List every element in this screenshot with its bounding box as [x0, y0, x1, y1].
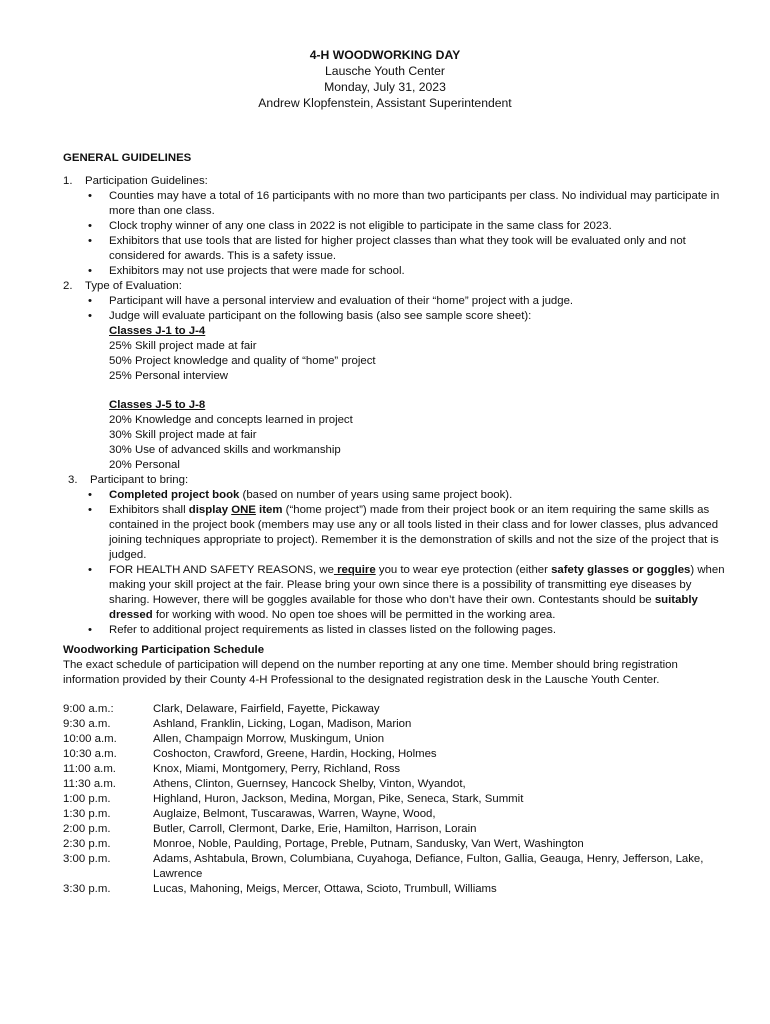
text: Exhibitors shall [109, 504, 189, 516]
schedule-time: 10:30 a.m. [63, 748, 117, 760]
schedule-time: 11:30 a.m. [63, 778, 116, 790]
score-line: 25% Personal interview [109, 370, 229, 382]
general-guidelines-heading: GENERAL GUIDELINES [63, 152, 192, 164]
list-item [63, 488, 731, 503]
schedule-counties: Clark, Delaware, Fairfield, Fayette, Pickaway [153, 703, 380, 715]
score-line: 20% Personal [109, 459, 180, 471]
schedule-row [63, 837, 731, 852]
section-number: 1. [63, 175, 73, 187]
list-item [63, 503, 731, 563]
schedule-table [63, 702, 731, 897]
schedule-counties: Auglaize, Belmont, Tuscarawas, Warren, Wayne, Wood, [153, 808, 436, 820]
schedule-counties: Knox, Miami, Montgomery, Perry, Richland, Ross [153, 763, 401, 775]
score-line: 30% Skill project made at fair [109, 429, 257, 441]
list-item: • Judge will evaluate participant on the following basis (also see sample score sheet): [63, 309, 731, 324]
section-title: Type of Evaluation: [85, 280, 182, 292]
score-line: 25% Skill project made at fair [109, 340, 257, 352]
event-location: Lausche Youth Center [325, 64, 445, 78]
document-header [0, 47, 770, 111]
score-line: 30% Use of advanced skills and workmanship [109, 444, 341, 456]
section-participation [63, 174, 731, 189]
score-line: 50% Project knowledge and quality of “home” project [109, 355, 376, 367]
schedule-counties: Lucas, Mahoning, Meigs, Mercer, Ottawa, Scioto, Trumbull, Williams [153, 883, 497, 895]
text: for working with wood. No open toe shoes will be permitted in the working area. [152, 609, 556, 621]
list-item: • Exhibitors that use tools that are listed for higher project classes than what they took will be evaluated only and not considered for awards. This is a safety issue. [63, 234, 731, 264]
schedule-heading: Woodworking Participation Schedule [63, 644, 265, 656]
event-superintendent: Andrew Klopfenstein, Assistant Superintendent [258, 96, 512, 110]
schedule-time: 10:00 a.m. [63, 733, 117, 745]
event-title: 4-H WOODWORKING DAY [309, 48, 461, 62]
schedule-counties: Highland, Huron, Jackson, Medina, Morgan, Pike, Seneca, Stark, Summit [153, 793, 524, 805]
section-title: Participant to bring: [90, 474, 189, 486]
emphasis: require [333, 564, 376, 576]
schedule-time: 9:30 a.m. [63, 718, 111, 730]
class-group-j1-j4 [63, 324, 731, 473]
text: (based on number of years using same project book). [239, 489, 513, 501]
schedule-row [63, 852, 731, 882]
section-number: 2. [63, 280, 73, 292]
schedule-counties: Adams, Ashtabula, Brown, Columbiana, Cuyahoga, Defiance, Fulton, Gallia, Geauga, Henry, Jefferson, Lake, Lawrence [153, 853, 704, 880]
schedule-row [63, 762, 731, 777]
list-item: • Counties may have a total of 16 participants with no more than two participants per class. No individual may participate in more than one class. [63, 189, 731, 219]
schedule-counties: Coshocton, Crawford, Greene, Hardin, Hocking, Holmes [153, 748, 437, 760]
list-item: • Clock trophy winner of any one class in 2022 is not eligible to participate in the same class for 2023. [63, 219, 731, 234]
text: FOR HEALTH AND SAFETY REASONS, we [109, 564, 334, 576]
schedule-counties: Ashland, Franklin, Licking, Logan, Madison, Marion [153, 718, 412, 730]
class-group-title: Classes J-5 to J-8 [109, 399, 206, 411]
schedule-counties: Athens, Clinton, Guernsey, Hancock Shelby, Vinton, Wyandot, [153, 778, 466, 790]
schedule-time: 11:00 a.m. [63, 763, 116, 775]
event-date: Monday, July 31, 2023 [324, 80, 446, 94]
schedule-row [63, 792, 731, 807]
section-title: Participation Guidelines: [85, 175, 208, 187]
schedule-row [63, 882, 731, 897]
schedule-row [63, 747, 731, 762]
schedule-counties: Monroe, Noble, Paulding, Portage, Preble, Putnam, Sandusky, Van Wert, Washington [153, 838, 584, 850]
schedule-row [63, 777, 731, 792]
schedule-counties: Allen, Champaign Morrow, Muskingum, Union [153, 733, 385, 745]
schedule-time: 3:00 p.m. [63, 853, 111, 865]
schedule-row [63, 702, 731, 717]
emphasis: display [188, 504, 232, 516]
list-item: • Exhibitors may not use projects that were made for school. [63, 264, 731, 279]
schedule-time: 3:30 p.m. [63, 883, 111, 895]
schedule-time: 9:00 a.m.: [63, 703, 114, 715]
text: ) when making your skill project at the fair. Please bring your own since there is a possibility of transmitting eye diseases by sharing. However, there will be goggles available for those who don’t have their own. Contestants should be [109, 564, 725, 606]
schedule-time: 1:30 p.m. [63, 808, 111, 820]
schedule-row [63, 717, 731, 732]
list-item [63, 563, 731, 623]
list-item: • Participant will have a personal interview and evaluation of their “home” project with a judge. [63, 294, 731, 309]
schedule-row [63, 732, 731, 747]
emphasis: suitably dressed [109, 594, 698, 621]
list-item: • Refer to additional project requirements as listed in classes listed on the following pages. [63, 623, 731, 638]
emphasis: Completed project book [109, 489, 240, 501]
score-line: 20% Knowledge and concepts learned in project [109, 414, 353, 426]
text: (“home project”) made from their project book or an item requiring the same skills as contained in the project book (members may use any or all tools listed in their class and for lower classes, plus advanced joining techniques appropriate to project). Remember it is the demonstration of skills and not the size of the project that is judged. [109, 504, 719, 561]
emphasis: item [255, 504, 283, 516]
class-group-title: Classes J-1 to J-4 [109, 325, 206, 337]
emphasis: ONE [231, 504, 256, 516]
schedule-counties: Butler, Carroll, Clermont, Darke, Erie, Hamilton, Harrison, Lorain [153, 823, 477, 835]
schedule-row [63, 807, 731, 822]
section-number: 3. [68, 474, 78, 486]
document-body [63, 151, 731, 897]
text: you to wear eye protection (either [375, 564, 552, 576]
schedule-intro: The exact schedule of participation will depend on the number reporting at any one time. Member should bring registration information provided by their County 4-H Professional to the designated registration desk in the Lausche Youth Center. [63, 659, 678, 686]
section-evaluation [63, 279, 731, 294]
schedule-time: 2:00 p.m. [63, 823, 111, 835]
schedule-time: 2:30 p.m. [63, 838, 111, 850]
schedule-time: 1:00 p.m. [63, 793, 111, 805]
emphasis: safety glasses or goggles [551, 564, 691, 576]
section-bring [68, 473, 731, 488]
schedule-row [63, 822, 731, 837]
